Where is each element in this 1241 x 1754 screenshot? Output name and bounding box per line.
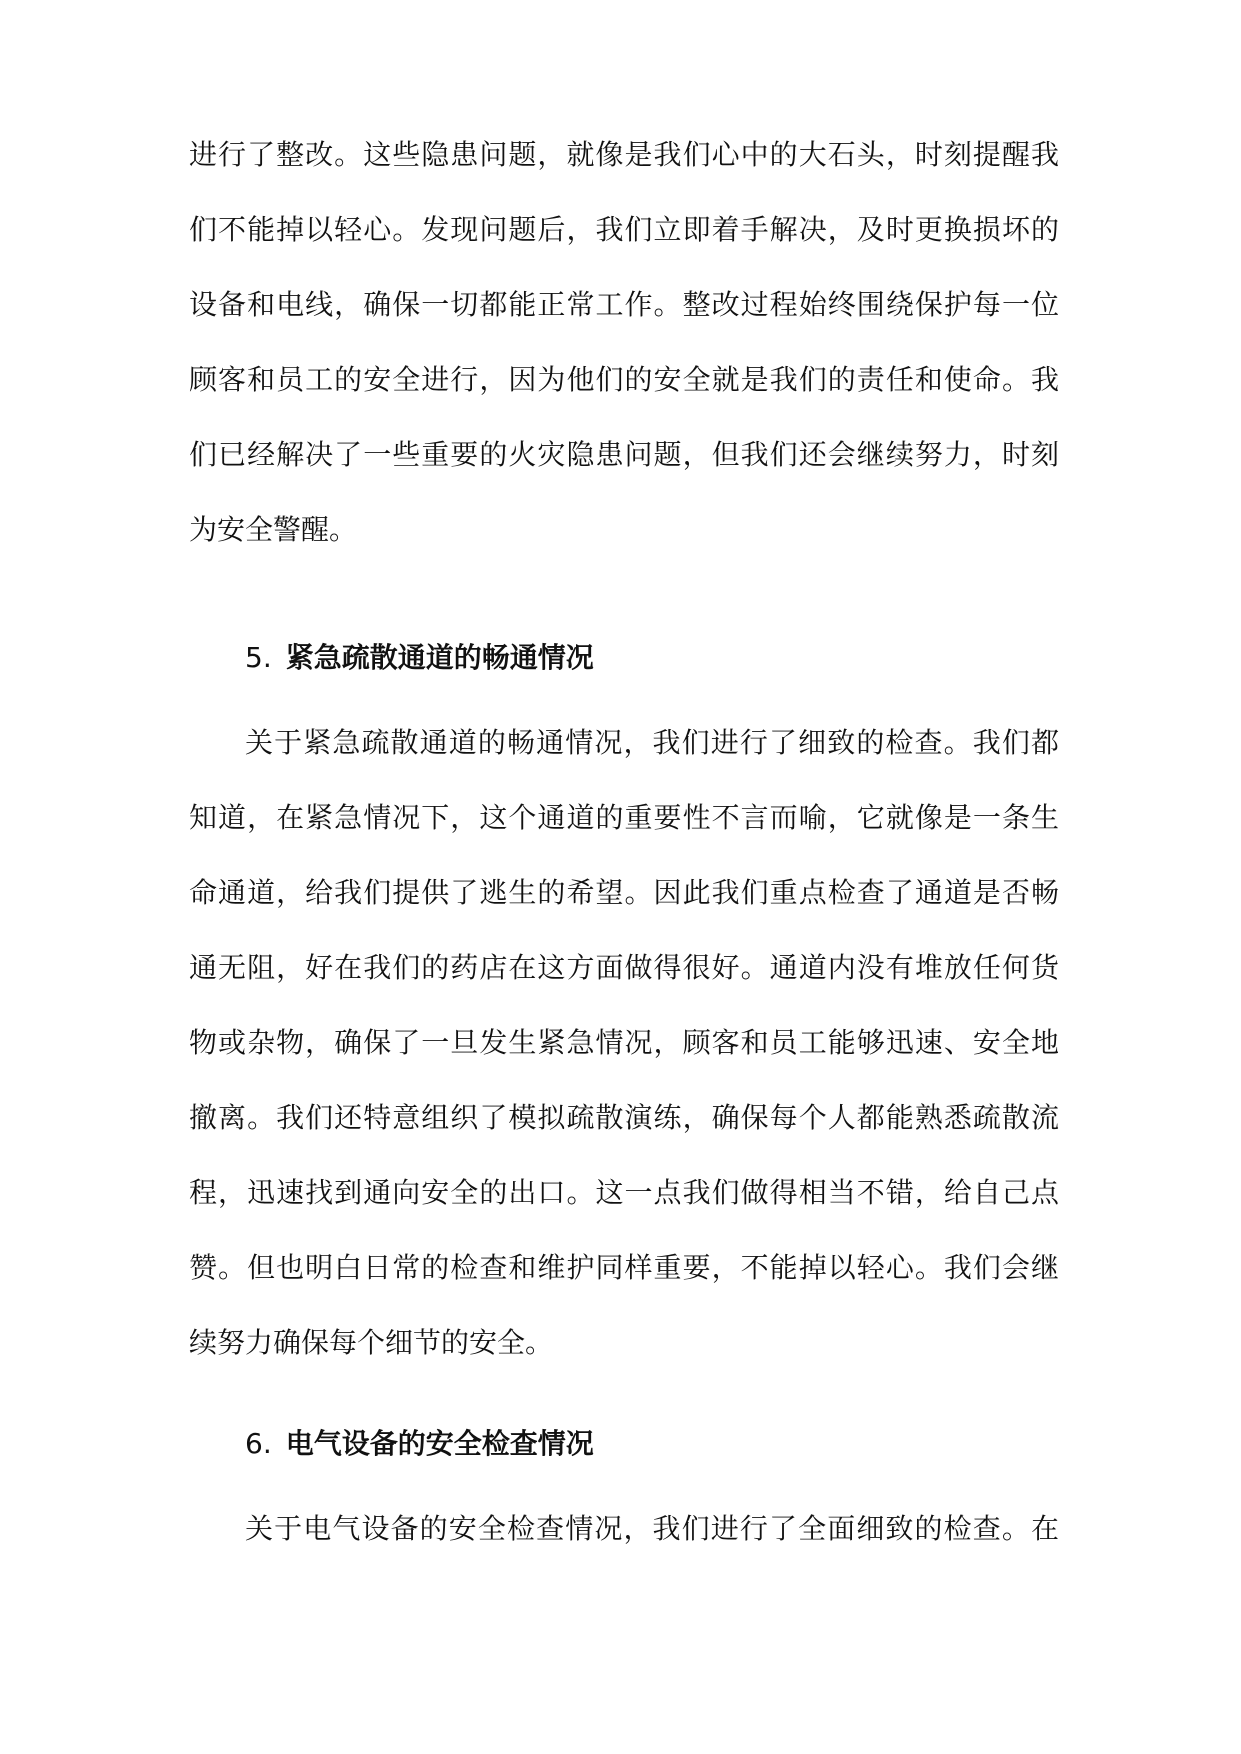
paragraph-line: 通无阻，好在我们的药店在这方面做得很好。通道内没有堆放任何货 (189, 951, 1059, 984)
section-heading-6 (245, 1414, 594, 1474)
paragraph-line: 为安全警醒。 (189, 513, 358, 546)
paragraph-continued (189, 117, 1059, 567)
paragraph-line: 关于电气设备的安全检查情况，我们进行了全面细致的检查。在 (245, 1512, 1059, 1545)
paragraph-line: 进行了整改。这些隐患问题，就像是我们心中的大石头，时刻提醒我 (189, 138, 1059, 171)
paragraph-line: 们不能掉以轻心。发现问题后，我们立即着手解决，及时更换损坏的 (189, 213, 1059, 246)
section-5-paragraph (189, 705, 1059, 1380)
section-title: 电气设备的安全检查情况 (285, 1427, 594, 1460)
paragraph-line: 撤离。我们还特意组织了模拟疏散演练，确保每个人都能熟悉疏散流 (189, 1101, 1059, 1134)
section-number: 6. (245, 1427, 272, 1460)
paragraph-line: 们已经解决了一些重要的火灾隐患问题，但我们还会继续努力，时刻 (189, 438, 1059, 471)
paragraph-line: 关于紧急疏散通道的畅通情况，我们进行了细致的检查。我们都 (245, 726, 1059, 759)
paragraph-line: 命通道，给我们提供了逃生的希望。因此我们重点检查了通道是否畅 (189, 876, 1059, 909)
section-title: 紧急疏散通道的畅通情况 (285, 641, 594, 674)
paragraph-line: 顾客和员工的安全进行，因为他们的安全就是我们的责任和使命。我 (189, 363, 1059, 396)
paragraph-line: 物或杂物，确保了一旦发生紧急情况，顾客和员工能够迅速、安全地 (189, 1026, 1059, 1059)
paragraph-line: 程，迅速找到通向安全的出口。这一点我们做得相当不错，给自己点 (189, 1176, 1059, 1209)
section-number: 5. (245, 641, 272, 674)
paragraph-line: 设备和电线，确保一切都能正常工作。整改过程始终围绕保护每一位 (189, 288, 1059, 321)
section-heading-5 (245, 628, 594, 688)
paragraph-line: 知道，在紧急情况下，这个通道的重要性不言而喻，它就像是一条生 (189, 801, 1059, 834)
paragraph-line: 赞。但也明白日常的检查和维护同样重要，不能掉以轻心。我们会继 (189, 1251, 1059, 1284)
section-6-paragraph (189, 1491, 1059, 1566)
paragraph-line: 续努力确保每个细节的安全。 (189, 1326, 554, 1359)
